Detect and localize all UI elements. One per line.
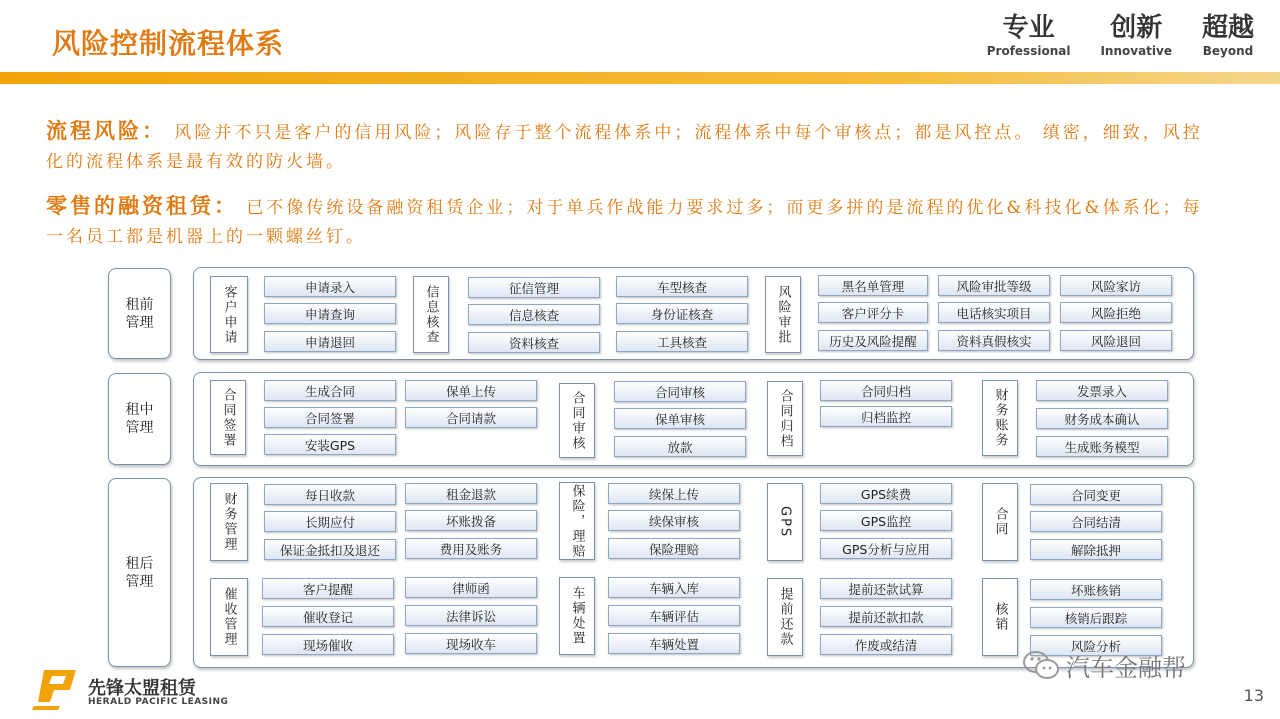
item-customer-reminder[interactable]: 客户提醒 xyxy=(262,578,394,599)
item-customer-scorecard[interactable]: 客户评分卡 xyxy=(818,302,928,323)
item-vehicle-repossession[interactable]: 现场收车 xyxy=(405,633,537,654)
process-risk-paragraph: 流程风险： 风险并不只是客户的信用风险；风险存于整个流程体系中；流程体系中每个审核点；都是风控点。 缜密，细致，风控化的流程体系是最有效的防火墙。 xyxy=(46,118,1203,172)
item-fees-and-accounts[interactable]: 费用及账务 xyxy=(405,538,537,559)
item-gps-monitor[interactable]: GPS监控 xyxy=(820,510,952,531)
company-name-cn: 先锋太盟租赁 xyxy=(88,678,196,699)
header-divider-bar xyxy=(0,72,1280,84)
item-legal-action[interactable]: 法律诉讼 xyxy=(405,605,537,626)
slogan-beyond: 超越 Beyond xyxy=(1201,13,1254,58)
category-early-repayment: 提前还款 xyxy=(767,578,803,656)
item-contract-signing[interactable]: 合同签署 xyxy=(264,407,396,428)
item-gps-analysis[interactable]: GPS分析与应用 xyxy=(820,538,952,559)
item-history-risk-alert[interactable]: 历史及风险提醒 xyxy=(818,330,928,351)
category-contract-review: 合同审核 xyxy=(559,383,595,458)
item-risk-approval-level[interactable]: 风险审批等级 xyxy=(938,275,1050,296)
item-lawyer-letter[interactable]: 律师函 xyxy=(405,577,537,598)
item-archive-monitor[interactable]: 归档监控 xyxy=(820,406,952,427)
item-invoice-entry[interactable]: 发票录入 xyxy=(1036,380,1168,401)
item-deposit-deduct-refund[interactable]: 保证金抵扣及退还 xyxy=(264,539,396,560)
item-policy-upload[interactable]: 保单上传 xyxy=(405,380,537,401)
brand-slogans xyxy=(987,12,1254,58)
item-tool-check[interactable]: 工具核查 xyxy=(616,331,748,352)
item-vehicle-disposal[interactable]: 车辆处置 xyxy=(608,633,740,654)
page-title: 风险控制流程体系 xyxy=(52,27,285,60)
item-policy-review[interactable]: 保单审核 xyxy=(614,408,746,429)
item-vehicle-storage[interactable]: 车辆入库 xyxy=(608,577,740,598)
category-contract-archive: 合同归档 xyxy=(767,381,803,456)
item-document-check[interactable]: 资料核查 xyxy=(468,332,600,353)
category-finance-accounting: 财务账务 xyxy=(982,380,1018,456)
category-collection-management: 催收管理 xyxy=(210,578,248,656)
item-void-or-settle[interactable]: 作废或结清 xyxy=(820,634,952,655)
category-info-check: 信息核查 xyxy=(413,276,449,353)
item-risk-home-visit[interactable]: 风险家访 xyxy=(1060,275,1172,296)
item-contract-review[interactable]: 合同审核 xyxy=(614,381,746,402)
stage-post-lease: 租后管理 xyxy=(108,478,171,667)
item-install-gps[interactable]: 安装GPS xyxy=(264,434,396,455)
slogan-innovative: 创新 Innovative xyxy=(1100,13,1172,58)
item-contract-payment-request[interactable]: 合同请款 xyxy=(405,407,537,428)
category-risk-approval: 风险审批 xyxy=(765,276,801,353)
company-name-en: HERALD PACIFIC LEASING xyxy=(88,697,229,707)
category-write-off: 核销 xyxy=(982,578,1018,656)
category-gps: GPS xyxy=(767,483,803,561)
item-contract-settle[interactable]: 合同结清 xyxy=(1030,511,1162,532)
item-early-repay-deduct[interactable]: 提前还款扣款 xyxy=(820,606,952,627)
category-customer-application: 客户申请 xyxy=(210,276,248,353)
category-vehicle-disposal: 车辆处置 xyxy=(559,577,595,655)
item-contract-change[interactable]: 合同变更 xyxy=(1030,484,1162,505)
item-credit-management[interactable]: 征信管理 xyxy=(468,277,600,298)
item-early-repay-trial[interactable]: 提前还款试算 xyxy=(820,578,952,599)
item-phone-verification[interactable]: 电话核实项目 xyxy=(938,302,1050,323)
wechat-icon xyxy=(1022,650,1060,680)
item-generate-contract[interactable]: 生成合同 xyxy=(264,380,396,401)
item-insurance-claim[interactable]: 保险理赔 xyxy=(608,538,740,559)
item-info-check[interactable]: 信息核查 xyxy=(468,304,600,325)
category-finance-management: 财务管理 xyxy=(210,483,248,561)
item-apply-entry[interactable]: 申请录入 xyxy=(264,276,396,297)
item-apply-query[interactable]: 申请查询 xyxy=(264,303,396,324)
item-document-authenticity[interactable]: 资料真假核实 xyxy=(938,330,1050,351)
item-generate-accounting-model[interactable]: 生成账务模型 xyxy=(1036,436,1168,457)
item-long-term-payable[interactable]: 长期应付 xyxy=(264,511,396,532)
item-blacklist-management[interactable]: 黑名单管理 xyxy=(818,275,928,296)
item-onsite-collection[interactable]: 现场催收 xyxy=(262,634,394,655)
slogan-professional: 专业 Professional xyxy=(986,13,1071,58)
page-number: 13 xyxy=(1243,686,1264,705)
item-collection-registration[interactable]: 催收登记 xyxy=(262,606,394,627)
category-contract: 合同 xyxy=(982,483,1018,561)
item-gps-renewal-fee[interactable]: GPS续费 xyxy=(820,483,952,504)
item-loan-release[interactable]: 放款 xyxy=(614,436,746,457)
item-rent-refund[interactable]: 租金退款 xyxy=(405,483,537,504)
item-bad-debt-provision[interactable]: 坏账拨备 xyxy=(405,510,537,531)
item-renewal-review[interactable]: 续保审核 xyxy=(608,510,740,531)
stage-pre-lease: 租前管理 xyxy=(108,268,171,359)
category-contract-signing: 合同签署 xyxy=(210,380,246,455)
item-id-card-check[interactable]: 身份证核查 xyxy=(616,303,748,324)
wechat-account-name: 汽车金融帮 xyxy=(1066,654,1186,682)
stage-mid-lease: 租中管理 xyxy=(108,373,171,465)
item-bad-debt-writeoff[interactable]: 坏账核销 xyxy=(1030,579,1162,600)
item-risk-return[interactable]: 风险退回 xyxy=(1060,330,1172,351)
item-daily-collection[interactable]: 每日收款 xyxy=(264,484,396,505)
retail-leasing-paragraph: 零售的融资租赁： 已不像传统设备融资租赁企业；对于单兵作战能力要求过多；而更多拼的是流程的优化&科技化&体系化；每一名员工都是机器上的一颗螺丝钉。 xyxy=(46,193,1203,247)
category-insurance-claims: 保险，理赔 xyxy=(559,482,595,560)
item-apply-return[interactable]: 申请退回 xyxy=(264,331,396,352)
item-vehicle-model-check[interactable]: 车型核查 xyxy=(616,276,748,297)
company-logo-icon xyxy=(30,668,80,710)
item-contract-archive[interactable]: 合同归档 xyxy=(820,380,952,401)
item-renewal-upload[interactable]: 续保上传 xyxy=(608,483,740,504)
item-vehicle-appraisal[interactable]: 车辆评估 xyxy=(608,605,740,626)
item-risk-analysis[interactable]: 风险分析 xyxy=(1030,635,1162,656)
item-release-mortgage[interactable]: 解除抵押 xyxy=(1030,539,1162,560)
item-post-writeoff-tracking[interactable]: 核销后跟踪 xyxy=(1030,607,1162,628)
item-finance-cost-confirm[interactable]: 财务成本确认 xyxy=(1036,408,1168,429)
item-risk-reject[interactable]: 风险拒绝 xyxy=(1060,302,1172,323)
